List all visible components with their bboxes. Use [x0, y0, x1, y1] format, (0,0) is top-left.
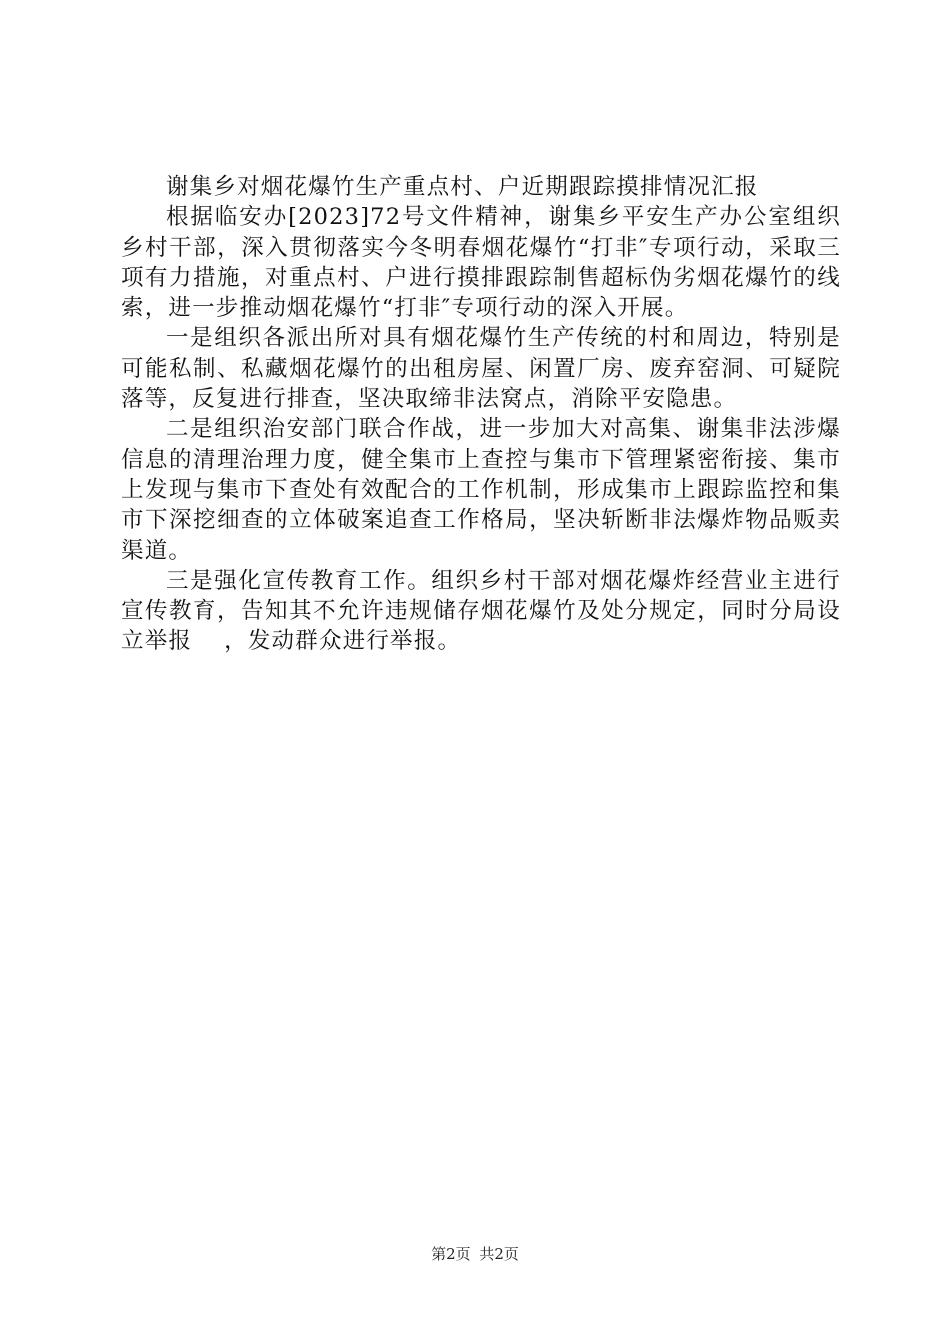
document-body: [121, 172, 841, 657]
page-footer: [0, 1243, 950, 1264]
paragraph-measure-one: 一是组织各派出所对具有烟花爆竹生产传统的村和周边，特别是可能私制、私藏烟花爆竹的出租房屋、闲置厂房、废弃窑洞、可疑院落等，反复进行排查，坚决取缔非法窝点，消除平安隐患。: [121, 325, 841, 413]
paragraph-measure-two: 二是组织治安部门联合作战，进一步加大对高集、谢集非法涉爆信息的清理治理力度，健全集市上查控与集市下管理紧密衔接、集市上发现与集市下查处有效配合的工作机制，形成集市上跟踪监控和集市下深挖细查的立体破案追查工作格局，坚决斩断非法爆炸物品贩卖渠道。: [121, 416, 841, 564]
page-number: 第2页: [431, 1245, 471, 1263]
document-title: 谢集乡对烟花爆竹生产重点村、户近期跟踪摸排情况汇报: [166, 174, 759, 200]
paragraph-intro: 根据临安办[2023]72号文件精神，谢集乡平安生产办公室组织乡村干部，深入贯彻落实今冬明春烟花爆竹“打非″专项行动，采取三项有力措施，对重点村、户进行摸排跟踪制售超标伪劣烟花爆竹的线索，进一步推动烟花爆竹“打非″专项行动的深入开展。: [121, 204, 841, 322]
paragraph-measure-three: 三是强化宣传教育工作。组织乡村干部对烟花爆炸经营业主进行宣传教育，告知其不允许违规储存烟花爆竹及处分规定，同时分局设立举报 ，发动群众进行举报。: [121, 567, 841, 655]
page-total: 共2页: [479, 1245, 519, 1263]
